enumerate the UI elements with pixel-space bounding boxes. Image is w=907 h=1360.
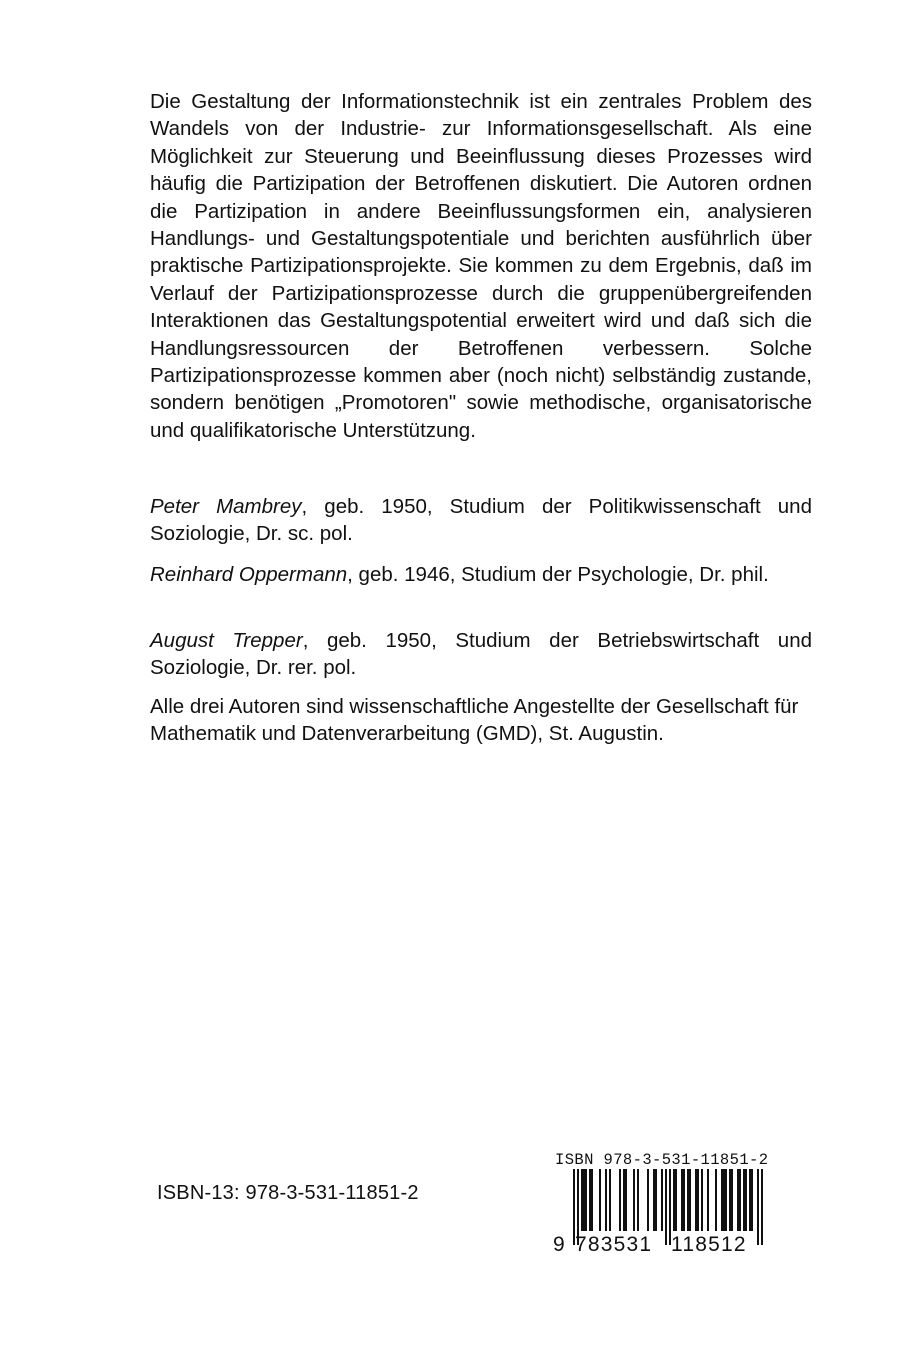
- author-details: , geb. 1950, Studium der Betriebswirtschaft und Soziologie, Dr. rer. pol.: [150, 629, 812, 680]
- barcode-first-digit: 9: [553, 1233, 566, 1256]
- barcode-bar: [605, 1169, 607, 1231]
- barcode-bar: [721, 1169, 723, 1231]
- barcode-bar: [623, 1169, 625, 1231]
- barcode-bar: [749, 1169, 751, 1231]
- barcode-bar: [723, 1169, 725, 1231]
- barcode-bar: [673, 1169, 675, 1231]
- barcode-bar: [661, 1169, 663, 1231]
- author-bio-oppermann: [150, 561, 812, 588]
- barcode-bar: [751, 1169, 753, 1231]
- barcode-bar: [689, 1169, 691, 1231]
- barcode-bar: [625, 1169, 627, 1231]
- author-name: August Trepper: [150, 629, 303, 652]
- barcode-bar: [715, 1169, 717, 1231]
- barcode-left-group: 783531: [575, 1233, 653, 1256]
- barcode-bar: [583, 1169, 585, 1231]
- barcode-bar: [695, 1169, 697, 1231]
- barcode-bar: [581, 1169, 583, 1231]
- barcode-bar: [683, 1169, 685, 1231]
- barcode-bar: [697, 1169, 699, 1231]
- barcode-bar: [647, 1169, 649, 1231]
- barcode-bar: [591, 1169, 593, 1231]
- isbn13-label: ISBN-13: 978-3-531-11851-2: [157, 1182, 419, 1204]
- barcode-bar: [675, 1169, 677, 1231]
- author-details: , geb. 1946, Studium der Psychologie, Dr. phil.: [347, 563, 769, 586]
- barcode-bar: [599, 1169, 601, 1231]
- barcode-bar: [739, 1169, 741, 1231]
- barcode-bar: [681, 1169, 683, 1231]
- author-bio-trepper: [150, 627, 812, 682]
- author-details: , geb. 1950, Studium der Politikwissenschaft und Soziologie, Dr. sc. pol.: [150, 495, 812, 546]
- barcode-right-group: 118512: [671, 1233, 747, 1256]
- barcode-bar: [737, 1169, 739, 1231]
- barcode-bar: [609, 1169, 611, 1231]
- barcode-bar: [653, 1169, 655, 1231]
- barcode-bar: [589, 1169, 591, 1231]
- barcode-bar: [619, 1169, 621, 1231]
- barcode-bar: [725, 1169, 727, 1231]
- barcode-bar: [655, 1169, 657, 1231]
- affiliation-paragraph: Alle drei Autoren sind wissenschaftliche Angestellte der Gesellschaft für Mathematik und Datenverarbeitung (GMD), St. Augustin.: [150, 695, 799, 746]
- barcode-bar: [729, 1169, 731, 1231]
- barcode-bar: [701, 1169, 703, 1231]
- barcode-bar: [633, 1169, 635, 1231]
- author-name: Peter Mambrey: [150, 495, 302, 518]
- blurb-paragraph: Die Gestaltung der Informationstechnik ist ein zentrales Problem des Wandels von der Industrie- zur Informationsgesellschaft. Als eine Möglichkeit zur Steuerung und Beeinflussung dieses Prozesses wird häufig die Partizipation der Betroffenen diskutiert. Die Autoren ordnen die Partizipation in andere Beeinflussungsformen ein, analysieren Handlungs- und Gestaltungspotentiale und berichten ausführlich über praktische Partizipationsprojekte. Sie kommen zu dem Ergebnis, daß im Verlauf der Partizipationsprozesse durch die gruppenübergreifenden Interaktionen das Gestaltungspotential erweitert wird und daß sich die Handlungsressourcen der Betroffenen verbessern. Solche Partizipationsprozesse kommen aber (noch nicht) selbständig zustande, sondern benötigen „Promotoren" sowie methodische, organisatorische und qualifikatorische Unterstützung.: [150, 90, 812, 442]
- barcode-bar: [707, 1169, 709, 1231]
- barcode-bar: [637, 1169, 639, 1231]
- barcode-bar: [743, 1169, 745, 1231]
- author-name: Reinhard Oppermann: [150, 563, 348, 586]
- barcode-digits: [553, 1233, 767, 1257]
- barcode-bar: [745, 1169, 747, 1231]
- barcode-bar: [585, 1169, 587, 1231]
- isbn-barcode: [553, 1151, 783, 1273]
- barcode-bar: [687, 1169, 689, 1231]
- barcode-isbn-text: ISBN 978-3-531-11851-2: [555, 1151, 769, 1169]
- author-bio-mambrey: [150, 493, 812, 548]
- barcode-bar: [731, 1169, 733, 1231]
